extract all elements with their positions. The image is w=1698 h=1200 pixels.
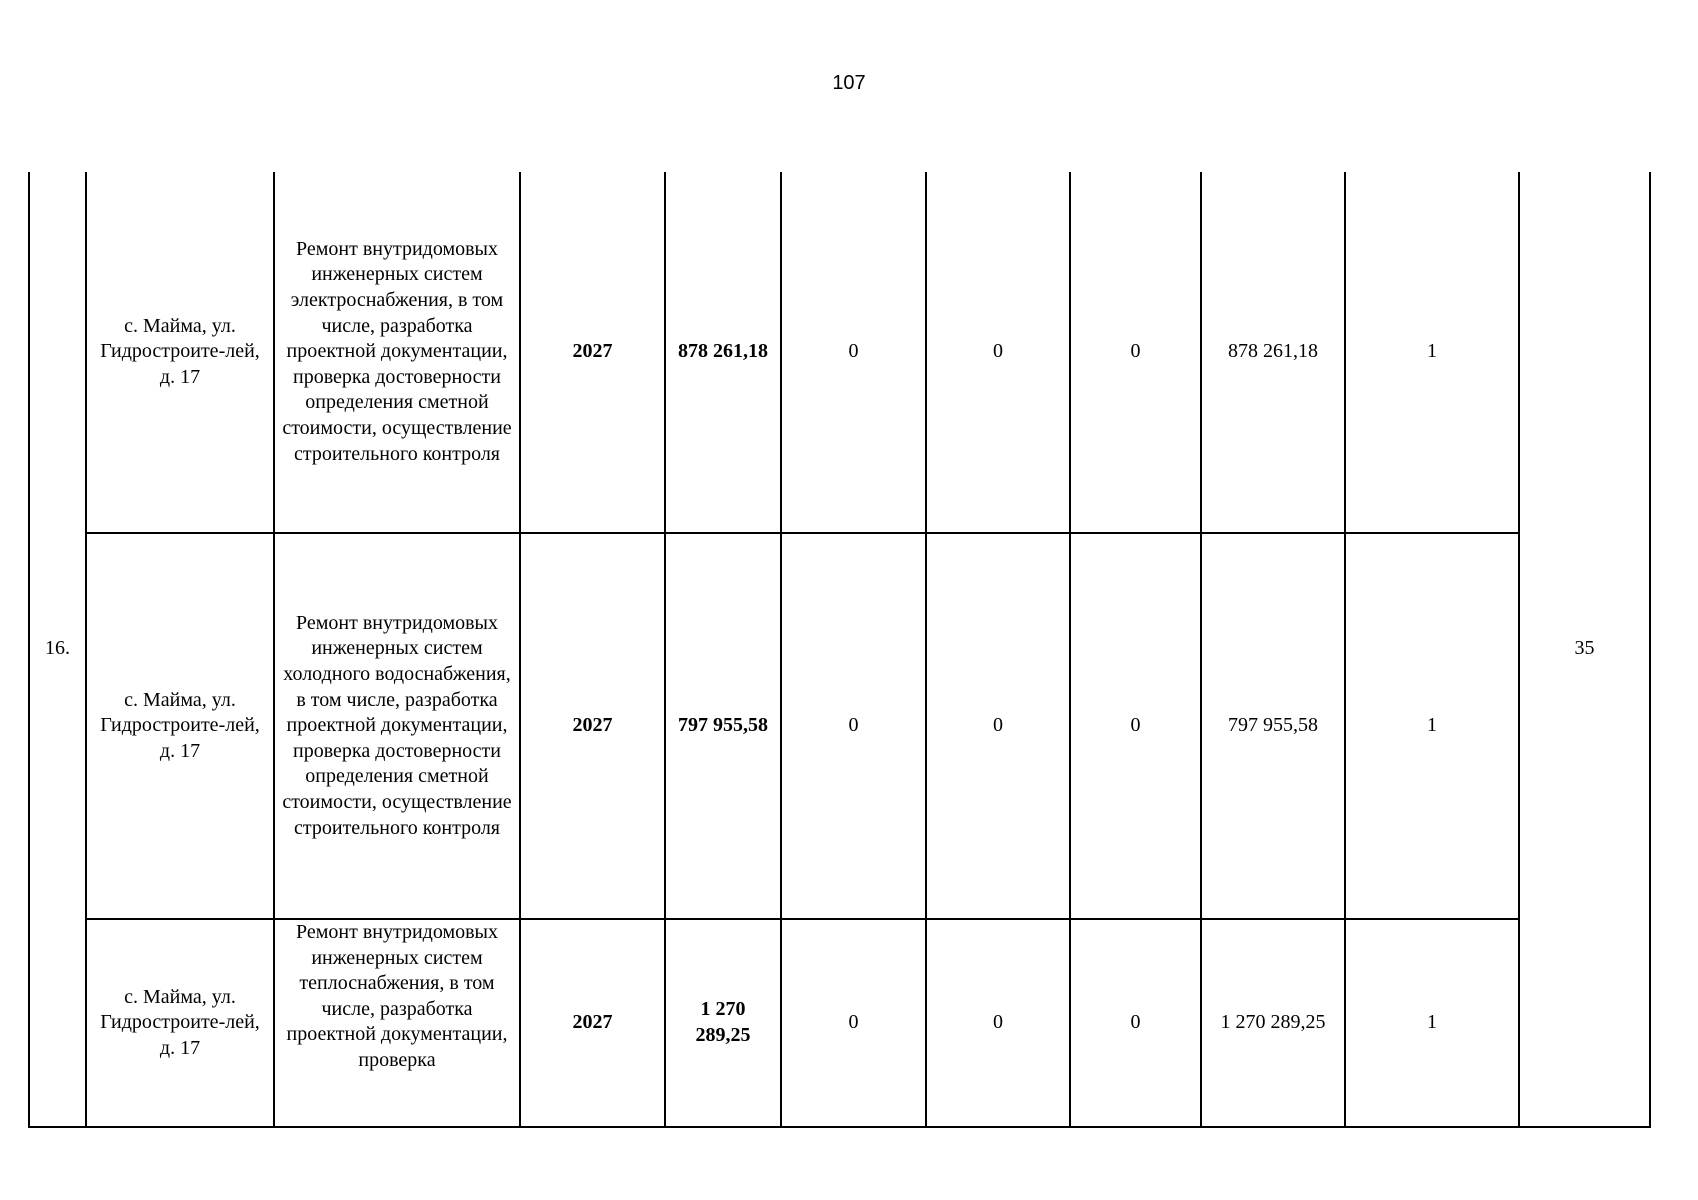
address-cell: с. Майма, ул. Гидростроите-лей, д. 17 [86,172,274,533]
value-cell: 0 [926,533,1070,919]
cost-cell: 878 261,18 [665,172,781,533]
value-cell: 0 [781,533,926,919]
works-table [28,172,1651,1128]
count-cell: 1 [1345,172,1519,533]
work-description-cell [274,533,520,919]
address-cell: с. Майма, ул. Гидростроите-лей, д. 17 [86,919,274,1127]
total-cell: 35 [1519,172,1650,1127]
year-cell: 2027 [520,919,665,1127]
work-description-cell [274,919,520,1127]
value-cell: 0 [781,919,926,1127]
count-cell: 1 [1345,919,1519,1127]
work-description: Ремонт внутридомовых инженерных систем электроснабжения, в том числе, разработка проектной документации, проверка достоверности определения сметной стоимости, осуществление строительного контроля [282,237,512,465]
amount-cell: 878 261,18 [1201,172,1345,533]
value-cell: 0 [781,172,926,533]
count-cell: 1 [1345,533,1519,919]
table-row [29,919,1650,1127]
work-description: Ремонт внутридомовых инженерных систем холодного водоснабжения, в том числе, разработка проектной документации, проверка достоверности определения сметной стоимости, осуществление строительного контроля [282,611,512,839]
cost-cell: 1 270 289,25 [665,919,781,1127]
cost-cell: 797 955,58 [665,533,781,919]
page-number: 107 [832,72,866,94]
year-cell: 2027 [520,172,665,533]
value-cell: 0 [1070,919,1201,1127]
table-row [29,533,1650,919]
year-cell: 2027 [520,533,665,919]
address-cell: с. Майма, ул. Гидростроите-лей, д. 17 [86,533,274,919]
work-description-cell [274,172,520,533]
row-number: 16. [29,172,86,1127]
value-cell: 0 [926,919,1070,1127]
amount-cell: 797 955,58 [1201,533,1345,919]
table-row [29,172,1650,533]
value-cell: 0 [926,172,1070,533]
work-description: Ремонт внутридомовых инженерных систем теплоснабжения, в том числе, разработка проектной документации, проверка [286,921,508,1071]
value-cell: 0 [1070,533,1201,919]
value-cell: 0 [1070,172,1201,533]
amount-cell: 1 270 289,25 [1201,919,1345,1127]
